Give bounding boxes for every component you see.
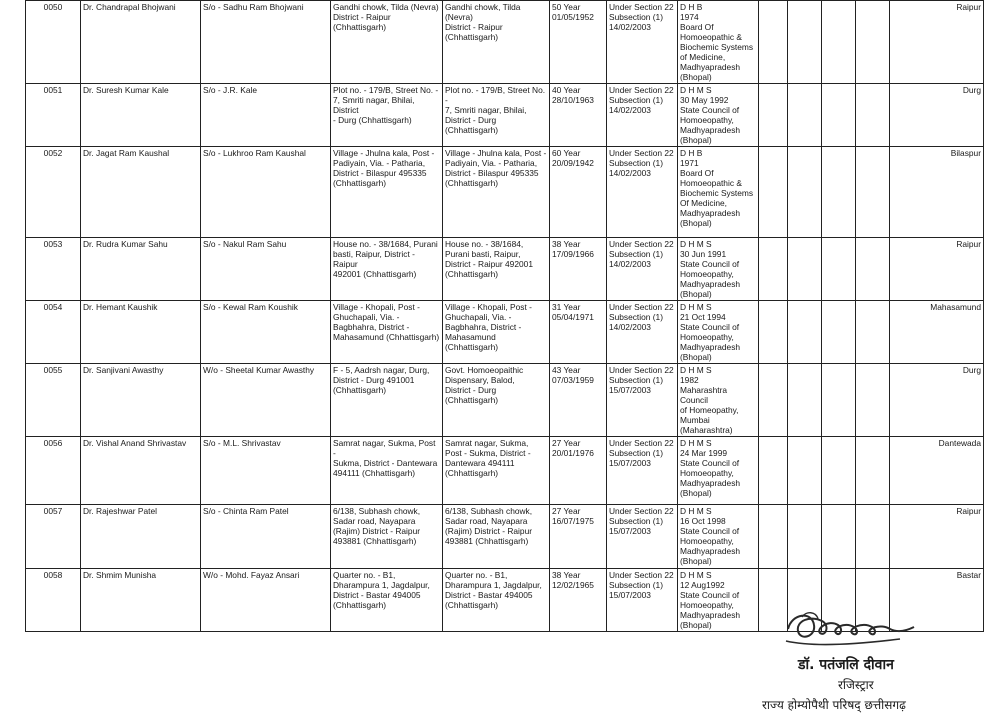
- relation-cell: W/o - Sheetal Kumar Awasthy: [201, 364, 331, 437]
- table-row: [26, 84, 984, 147]
- blank-cell: [856, 1, 890, 84]
- present-address-cell: Samrat nagar, Sukma, Post - Sukma, District - Dantewara 494111 (Chhattisgarh): [443, 437, 550, 505]
- blank-cell: [822, 147, 856, 238]
- blank-cell: [788, 1, 822, 84]
- permanent-address-cell: Quarter no. - B1, Dharampura 1, Jagdalpur, District - Bastar 494005 (Chhattisgarh): [331, 569, 443, 632]
- qualification-cell: D H B 1974 Board Of Homoeopathic & Biochemic Systems of Medicine, Madhyapradesh (Bhopal): [678, 1, 759, 84]
- registrar-name: डॉ. पतंजलि दीवान: [798, 657, 894, 673]
- blank-cell: [788, 505, 822, 569]
- blank-cell: [822, 437, 856, 505]
- permanent-address-cell: 6/138, Subhash chowk, Sadar road, Nayapara (Rajim) District - Raipur 493881 (Chhattisgarh): [331, 505, 443, 569]
- relation-cell: S/o - Lukhroo Ram Kaushal: [201, 147, 331, 238]
- blank-cell: [822, 1, 856, 84]
- permanent-address-cell: F - 5, Aadrsh nagar, Durg, District - Durg 491001 (Chhattisgarh): [331, 364, 443, 437]
- permanent-address-cell: House no. - 38/1684, Purani basti, Raipur, District - Raipur 492001 (Chhattisgarh): [331, 238, 443, 301]
- table-row: [26, 505, 984, 569]
- registration-section-cell: Under Section 22 Subsection (1) 14/02/2003: [607, 301, 678, 364]
- registration-section-cell: Under Section 22 Subsection (1) 14/02/2003: [607, 1, 678, 84]
- district-cell: Dantewada: [890, 437, 984, 505]
- district-cell: Raipur: [890, 238, 984, 301]
- age-dob-cell: 60 Year 20/09/1942: [550, 147, 607, 238]
- registration-section-cell: Under Section 22 Subsection (1) 15/07/2003: [607, 437, 678, 505]
- relation-cell: S/o - Kewal Ram Koushik: [201, 301, 331, 364]
- district-cell: Bilaspur: [890, 147, 984, 238]
- present-address-cell: House no. - 38/1684, Purani basti, Raipur, District - Raipur 492001 (Chhattisgarh): [443, 238, 550, 301]
- age-dob-cell: 31 Year 05/04/1971: [550, 301, 607, 364]
- blank-cell: [856, 147, 890, 238]
- registration-section-cell: Under Section 22 Subsection (1) 14/02/2003: [607, 147, 678, 238]
- registrar-organization: राज्य होम्योपैथी परिषद् छत्तीसगढ़: [762, 698, 906, 712]
- relation-cell: W/o - Mohd. Fayaz Ansari: [201, 569, 331, 632]
- age-dob-cell: 38 Year 12/02/1965: [550, 569, 607, 632]
- registrar-signature-block: [760, 605, 1000, 716]
- doctor-name-cell: Dr. Chandrapal Bhojwani: [81, 1, 201, 84]
- doctor-name-cell: Dr. Jagat Ram Kaushal: [81, 147, 201, 238]
- serial-number-cell: 0058: [26, 569, 81, 632]
- qualification-cell: D H M S 12 Aug1992 State Council of Homoeopathy, Madhyapradesh (Bhopal): [678, 569, 759, 632]
- registration-section-cell: Under Section 22 Subsection (1) 15/07/2003: [607, 505, 678, 569]
- registration-section-cell: Under Section 22 Subsection (1) 15/07/2003: [607, 364, 678, 437]
- blank-cell: [788, 147, 822, 238]
- signature-scribble: [782, 607, 922, 649]
- present-address-cell: 6/138, Subhash chowk, Sadar road, Nayapara (Rajim) District - Raipur 493881 (Chhattisgarh): [443, 505, 550, 569]
- permanent-address-cell: Gandhi chowk, Tilda (Nevra) District - Raipur (Chhattisgarh): [331, 1, 443, 84]
- blank-cell: [759, 364, 788, 437]
- serial-number-cell: 0051: [26, 84, 81, 147]
- blank-cell: [788, 301, 822, 364]
- relation-cell: S/o - M.L. Shrivastav: [201, 437, 331, 505]
- permanent-address-cell: Plot no. - 179/B, Street No. - 7, Smriti nagar, Bhilai, District - Durg (Chhattisgarh): [331, 84, 443, 147]
- serial-number-cell: 0053: [26, 238, 81, 301]
- age-dob-cell: 38 Year 17/09/1966: [550, 238, 607, 301]
- district-cell: Durg: [890, 84, 984, 147]
- registration-section-cell: Under Section 22 Subsection (1) 14/02/2003: [607, 84, 678, 147]
- permanent-address-cell: Samrat nagar, Sukma, Post - Sukma, District - Dantewara 494111 (Chhattisgarh): [331, 437, 443, 505]
- serial-number-cell: 0052: [26, 147, 81, 238]
- blank-cell: [788, 364, 822, 437]
- district-cell: Raipur: [890, 1, 984, 84]
- blank-cell: [822, 364, 856, 437]
- blank-cell: [822, 84, 856, 147]
- blank-cell: [788, 84, 822, 147]
- blank-cell: [759, 238, 788, 301]
- blank-cell: [759, 147, 788, 238]
- age-dob-cell: 27 Year 20/01/1976: [550, 437, 607, 505]
- blank-cell: [822, 301, 856, 364]
- present-address-cell: Quarter no. - B1, Dharampura 1, Jagdalpur, District - Bastar 494005 (Chhattisgarh): [443, 569, 550, 632]
- serial-number-cell: 0057: [26, 505, 81, 569]
- present-address-cell: Village - Khopali, Post - Ghuchapali, Via. - Bagbhahra, District - Mahasamund (Chhattisgarh): [443, 301, 550, 364]
- qualification-cell: D H M S 1982 Maharashtra Council of Homeopathy, Mumbai (Maharashtra): [678, 364, 759, 437]
- doctor-name-cell: Dr. Suresh Kumar Kale: [81, 84, 201, 147]
- blank-cell: [788, 437, 822, 505]
- table-row: [26, 364, 984, 437]
- qualification-cell: D H M S 30 Jun 1991 State Council of Homoeopathy, Madhyapradesh (Bhopal): [678, 238, 759, 301]
- blank-cell: [759, 1, 788, 84]
- serial-number-cell: 0054: [26, 301, 81, 364]
- table-row: [26, 1, 984, 84]
- district-cell: Durg: [890, 364, 984, 437]
- permanent-address-cell: Village - Khopali, Post - Ghuchapali, Via. - Bagbhahra, District - Mahasamund (Chhattisgarh): [331, 301, 443, 364]
- doctor-name-cell: Dr. Vishal Anand Shrivastav: [81, 437, 201, 505]
- blank-cell: [788, 238, 822, 301]
- doctor-name-cell: Dr. Sanjivani Awasthy: [81, 364, 201, 437]
- qualification-cell: D H M S 30 May 1992 State Council of Homoeopathy, Madhyapradesh (Bhopal): [678, 84, 759, 147]
- blank-cell: [856, 238, 890, 301]
- registration-table-body: [26, 1, 984, 632]
- qualification-cell: D H M S 16 Oct 1998 State Council of Homoeopathy, Madhyapradesh (Bhopal): [678, 505, 759, 569]
- present-address-cell: Plot no. - 179/B, Street No. - 7, Smriti nagar, Bhilai, District - Durg (Chhattisgarh): [443, 84, 550, 147]
- doctor-name-cell: Dr. Shmim Munisha: [81, 569, 201, 632]
- qualification-cell: D H M S 24 Mar 1999 State Council of Homoeopathy, Madhyapradesh (Bhopal): [678, 437, 759, 505]
- blank-cell: [759, 301, 788, 364]
- blank-cell: [856, 301, 890, 364]
- blank-cell: [856, 437, 890, 505]
- blank-cell: [822, 238, 856, 301]
- doctor-name-cell: Dr. Rudra Kumar Sahu: [81, 238, 201, 301]
- table-row: [26, 437, 984, 505]
- serial-number-cell: 0055: [26, 364, 81, 437]
- relation-cell: S/o - Nakul Ram Sahu: [201, 238, 331, 301]
- serial-number-cell: 0050: [26, 1, 81, 84]
- blank-cell: [759, 84, 788, 147]
- age-dob-cell: 43 Year 07/03/1959: [550, 364, 607, 437]
- registrar-designation: रजिस्ट्रार: [838, 678, 874, 692]
- present-address-cell: Gandhi chowk, Tilda (Nevra) District - Raipur (Chhattisgarh): [443, 1, 550, 84]
- present-address-cell: Village - Jhulna kala, Post - Padiyain, Via. - Patharia, District - Bilaspur 495335 (Chhattisgarh): [443, 147, 550, 238]
- blank-cell: [856, 364, 890, 437]
- registration-table: [25, 0, 984, 632]
- blank-cell: [856, 505, 890, 569]
- blank-cell: [759, 505, 788, 569]
- present-address-cell: Govt. Homoeopaithic Dispensary, Balod, District - Durg (Chhattisgarh): [443, 364, 550, 437]
- blank-cell: [856, 84, 890, 147]
- table-row: [26, 238, 984, 301]
- permanent-address-cell: Village - Jhulna kala, Post - Padiyain, Via. - Patharia, District - Bilaspur 495335 (Chhattisgarh): [331, 147, 443, 238]
- blank-cell: [822, 505, 856, 569]
- relation-cell: S/o - Chinta Ram Patel: [201, 505, 331, 569]
- registration-section-cell: Under Section 22 Subsection (1) 15/07/2003: [607, 569, 678, 632]
- district-cell: Raipur: [890, 505, 984, 569]
- blank-cell: [759, 437, 788, 505]
- relation-cell: S/o - Sadhu Ram Bhojwani: [201, 1, 331, 84]
- age-dob-cell: 40 Year 28/10/1963: [550, 84, 607, 147]
- qualification-cell: D H M S 21 Oct 1994 State Council of Homoeopathy, Madhyapradesh (Bhopal): [678, 301, 759, 364]
- registration-section-cell: Under Section 22 Subsection (1) 14/02/2003: [607, 238, 678, 301]
- qualification-cell: D H B 1971 Board Of Homoeopathic & Biochemic Systems Of Medicine, Madhyapradesh (Bhopal): [678, 147, 759, 238]
- serial-number-cell: 0056: [26, 437, 81, 505]
- doctor-name-cell: Dr. Hemant Kaushik: [81, 301, 201, 364]
- district-cell: Mahasamund: [890, 301, 984, 364]
- table-row: [26, 301, 984, 364]
- age-dob-cell: 50 Year 01/05/1952: [550, 1, 607, 84]
- table-row: [26, 147, 984, 238]
- doctor-name-cell: Dr. Rajeshwar Patel: [81, 505, 201, 569]
- age-dob-cell: 27 Year 16/07/1975: [550, 505, 607, 569]
- district-cell: Bastar: [890, 569, 984, 632]
- relation-cell: S/o - J.R. Kale: [201, 84, 331, 147]
